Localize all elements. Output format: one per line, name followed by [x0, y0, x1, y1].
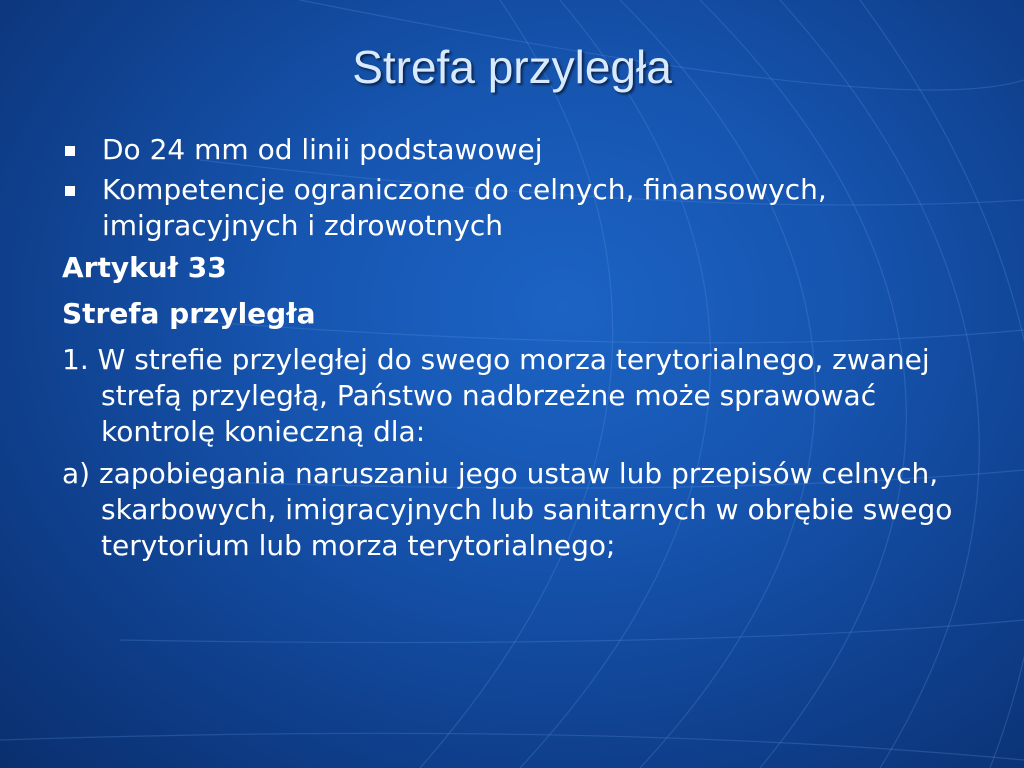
- square-bullet-icon: [65, 186, 75, 196]
- bullet-text: Kompetencje ograniczone do celnych, finansowych, imigracyjnych i zdrowotnych: [102, 173, 827, 242]
- article-paragraph-1: 1. W strefie przyległej do swego morza terytorialnego, zwanej strefą przyległą, Państwo nadbrzeżne może sprawować kontrolę konieczną dla:: [62, 343, 930, 448]
- article-title: Strefa przyległa: [62, 297, 316, 330]
- article-number: Artykuł 33: [62, 251, 227, 284]
- slide-title: Strefa przyległa: [352, 41, 672, 93]
- article-paragraph-a: a) zapobiegania naruszaniu jego ustaw lub przepisów celnych, skarbowych, imigracyjnych lub sanitarnych w obrębie swego terytorium lub morza terytorialnego;: [62, 457, 953, 562]
- slide-content: [62, 132, 962, 566]
- bullet-item: [62, 172, 962, 244]
- square-bullet-icon: [65, 146, 75, 156]
- bullet-item: [62, 132, 962, 168]
- bullet-text: Do 24 mm od linii podstawowej: [102, 133, 543, 166]
